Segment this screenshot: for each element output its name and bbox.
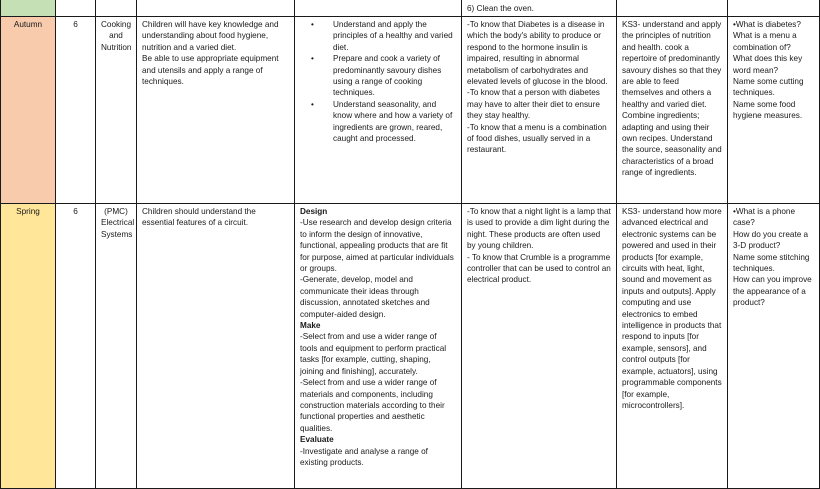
overview-cell — [137, 204, 295, 489]
term-label: Autumn — [13, 20, 43, 29]
objectives-cell — [295, 17, 462, 204]
section-heading-design: Design — [300, 207, 328, 216]
knowledge-cell — [462, 204, 617, 489]
knowledge-text: -To know that a menu is a combination of food dishes, usually served in a restaurant. — [467, 122, 607, 155]
question-text: What does this key word mean? — [733, 54, 803, 75]
overview-cell — [137, 17, 295, 204]
section-heading-evaluate: Evaluate — [300, 435, 334, 445]
knowledge-text: -To know that a night light is a lamp that is used to provide a dim light during the night. These products are often used by young children. — [467, 207, 611, 251]
overview-text: Children should understand the essential features of a circuit. — [142, 207, 256, 228]
knowledge-text: -To know that Diabetes is a disease in which the body's ability to produce or respond to the hormone insulin is impaired, resulting in abnormal metabolism of carbohydrates and elevated levels of glucose in the blood. — [467, 20, 608, 87]
question-text: How do you create a 3-D product? — [733, 229, 809, 251]
table-row-spring — [1, 204, 820, 489]
ks3-text: KS3- understand how more advanced electrical and electronic systems can be powered and used in their products [for example, circuits with heat, light, sound and movement as inputs and outputs]. Apply computing and use electronics to embed intelligence in products that respond to inputs [for example, sensors], and control outputs [for example, actuators], using programmable components [for example, microcontrollers]. — [622, 207, 722, 410]
objectives-list — [300, 19, 456, 144]
term-cell — [1, 17, 56, 204]
objectives-cell — [295, 204, 462, 489]
objective-item: -Select from and use a wider range of materials and components, including construction materials according to their functional properties and aesthetic qualities. — [300, 378, 445, 433]
table-row-autumn — [1, 17, 820, 204]
question-text: What is a menu a combination of? — [733, 31, 797, 52]
objective-item: -Select from and use a wider range of tools and equipment to perform practical tasks [for example, cutting, shaping, joining and finishing], accurately. — [300, 332, 447, 376]
unit-cell — [96, 204, 137, 489]
year-label: 6 — [73, 20, 78, 29]
question-text: •What is diabetes? — [733, 20, 801, 29]
unit-cell — [96, 17, 137, 204]
term-label: Spring — [16, 207, 40, 216]
question-text: Name some cutting techniques. — [733, 77, 804, 98]
knowledge-cell-top — [462, 0, 617, 17]
unit-label: Cooking and Nutrition — [101, 20, 132, 52]
ks3-cell-top — [617, 0, 728, 17]
unit-cell-top — [96, 0, 137, 17]
knowledge-text: - To know that Crumble is a programme controller that can be used to control an electrical product. — [467, 252, 611, 285]
objective-item: -Generate, develop, model and communicate their ideas through discussion, annotated sketches and computer-aided design. — [300, 275, 430, 319]
questions-cell — [728, 17, 820, 204]
section-heading-make: Make — [300, 321, 321, 331]
overview-text: Be able to use appropriate equipment and utensils and apply a range of techniques. — [142, 54, 279, 87]
table-row-top — [1, 0, 820, 17]
questions-cell — [728, 204, 820, 489]
ks3-cell — [617, 204, 728, 489]
ks3-text: KS3- understand and apply the principles of nutrition and health. cook a repertoire of predominantly savoury dishes so that they are able to feed themselves and others a healthy and varied diet. Combine ingredients; adapting and using their own recipes. Understand the source, seasonality and characteristics of a broad range of ingredients. — [622, 20, 722, 178]
objective-item: • Understand and apply the principles of a healthy and varied diet. — [300, 19, 456, 53]
year-cell — [56, 204, 96, 489]
knowledge-text: -To know that a person with diabetes may have to alter their diet to ensure they stay healthy. — [467, 88, 600, 121]
objective-item: • Understand seasonality, and know where and how a variety of ingredients are grown, reared, caught and processed. — [300, 99, 456, 145]
questions-cell-top — [728, 0, 820, 17]
objectives-tail-text: 6) Clean the oven. — [467, 4, 534, 13]
objective-item: -Use research and develop design criteria to inform the design of innovative, functional, appealing products that are fit for purpose, aimed at particular individuals or groups. — [300, 218, 454, 274]
term-cell — [1, 204, 56, 489]
knowledge-cell — [462, 17, 617, 204]
objective-item: -Investigate and analyse a range of existing products. — [300, 446, 428, 467]
question-text: Name some food hygiene measures. — [733, 99, 803, 121]
year-label: 6 — [73, 207, 78, 216]
year-cell-top — [56, 0, 96, 17]
overview-cell-top — [137, 0, 295, 17]
unit-label: (PMC) Electrical Systems — [101, 207, 135, 239]
objectives-cell-top — [295, 0, 462, 17]
objective-item: • Prepare and cook a variety of predominantly savoury dishes using a range of cooking techniques. — [300, 53, 456, 99]
question-text: •What is a phone case? — [733, 207, 796, 228]
question-text: How can you improve the appearance of a product? — [733, 275, 812, 308]
ks3-cell — [617, 17, 728, 204]
year-cell — [56, 17, 96, 204]
overview-text: Children will have key knowledge and understanding about food hygiene, nutrition and a varied diet. — [142, 20, 279, 52]
question-text: Name some stitching techniques. — [733, 252, 810, 274]
term-cell-top — [1, 0, 56, 17]
